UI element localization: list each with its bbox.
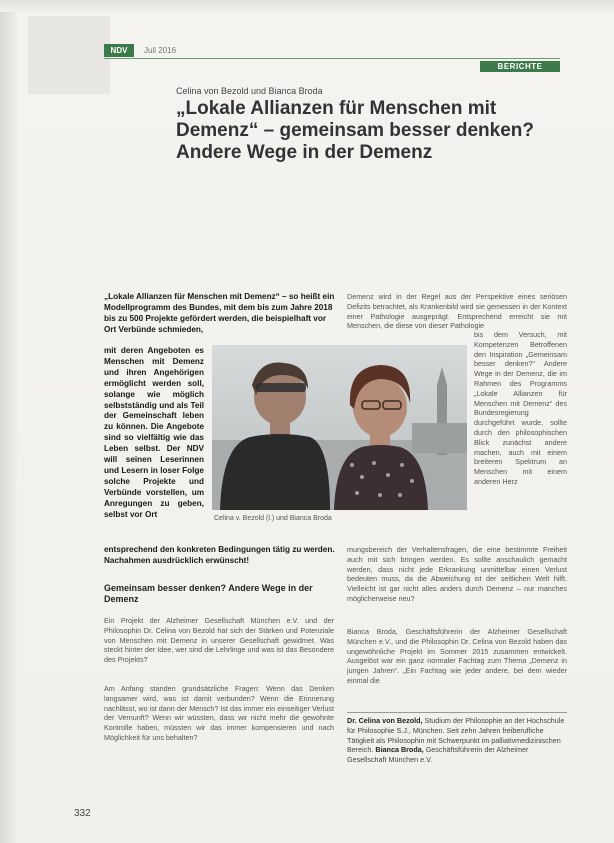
body-paragraph: Demenz wird in der Regel aus der Perspektive eines seriösen Defizits betrachtet, als Krankenbild wird sie gemessen in der Kontext einer Pathologie ausgeprägt. Entsprechend erreicht sie mit Menschen, die diese von dieser Pathologie [347,292,567,331]
article-title: „Lokale Allianzen für Menschen mit Demenz“ – gemeinsam besser denken? Andere Wege in der Demenz [176,98,534,163]
page-header [104,44,560,58]
bio-divider [347,712,567,713]
body-paragraph-wrapped: bis dem Versuch, mit Kompetenzen Betroffenen den Inspiration „Gemeinsam besser denken?“ Andere Wege in der Demenz, die im Rahmen des Programms „Lokale Allianzen für Menschen mit Demenz“ des Bundesregierung durchgeführt wurde, sollte durch den philosophischen Blick zunächst andere machen, auch mit einem breiteren Spektrum an Menschen mit einem anderen Herz [474,330,567,486]
bio-name: Dr. Celina von Bezold, [347,716,423,725]
bio-name: Bianca Broda, [373,745,424,755]
lead-paragraph-wrapped: mit deren Angeboten es Menschen mit Demenz und ihren Angehörigen ermöglicht werden soll, solange wie möglich selbstständig und als Teil der Gemeinschaft leben zu können. Die Angebote sind so vielfältig wie das Leben selbst. Der NDV will seinen Leserinnen und Lesern in loser Folge solche Projekte und Verbünde vorstellen, um Anregungen zu geben, selbst vor Ort [104,346,204,519]
bio-text: Studium der Philosophie an der Hochschule für Philosophie S.J., München. Seit zehn Jahren freiberufliche Tätigkeit als Philosophin mit Schwerpunkt im palliativmedizinischen Bereich. [347,716,565,755]
author-bio [347,716,567,765]
journal-badge: NDV [104,44,134,57]
author-photo [212,345,467,510]
issue-date: Juli 2016 [144,46,177,55]
scan-top-shadow [0,0,614,12]
photo-caption: Celina v. Bezold (l.) und Bianca Broda [214,515,332,522]
header-rule [104,58,560,59]
lead-paragraph-end: entsprechend den konkreten Bedingungen tätig zu werden. Nachahmen ausdrücklich erwünscht! [104,545,335,565]
page-number: 332 [74,808,91,819]
bio-text: Geschäftsführerin der Alzheimer Gesellschaft München e.V. [347,745,529,765]
lead-paragraph-top: „Lokale Allianzen für Menschen mit Demenz“ – so heißt ein Modellprogramm des Bundes, mit dem bis zum Jahre 2018 bis zu 500 Projekte gefördert werden, die beispielhaft vor Ort Verbünde schmieden, [104,292,335,334]
photo-illustration [212,345,467,510]
body-paragraph: mungsbereich der Verhaltensfragen, die eine bestimmte Freiheit auch mit sich bringen werden. Es sollte anschaulich gemacht werden, dass nicht jede Erkrankung unmittelbar einen Verlust bedeuten muss, da die Abweichung ist der seitlichen Welt hilft. Vielleicht ist gar nicht alles anders durch Demenz – nur manches möglicherweise neu? [347,545,567,603]
scan-edge-shadow [0,0,18,843]
article-authors: Celina von Bezold und Bianca Broda [176,86,323,96]
body-paragraph: Ein Projekt der Alzheimer Gesellschaft München e.V. und der Philosophin Dr. Celina von Bezold hat sich der Stärken und Potenziale von Menschen mit Demenz in unserer Gesellschaft gewidmet. Was steckt hinter der Idee, wer sind die Lehrlinge und was ist das Besondere des Projekts? [104,616,334,665]
section-tag: BERICHTE [480,61,560,72]
section-heading: Gemeinsam besser denken? Andere Wege in der Demenz [104,583,313,604]
decorative-corner-block [28,16,110,94]
body-paragraph: Bianca Broda, Geschäftsführerin der Alzheimer Gesellschaft München e.V., und die Philosophin Dr. Celina von Bezold haben das ungewöhnliche Projekt im Sommer 2015 zusammen entwickelt. Ausgelöst war ein ganz normaler Fachtag zum Thema „Demenz in jungen Jahren“. „Ein Fachtag wie jeder andere, bei dem wieder einmal die [347,627,567,685]
body-paragraph: Am Anfang standen grundsätzliche Fragen: Wenn das Denken langsamer wird, was ist damit verbunden? Wenn die Erinnerung nachlässt, wo ist dann der Mensch? Ist das immer ein einseitiger Verlust der Vernunft? Wenn wir wüssten, dass wir nicht mehr die gewohnte Kontrolle haben, müssten wir das immer kompensieren und nach Möglichkeit für uns behalten? [104,684,334,742]
